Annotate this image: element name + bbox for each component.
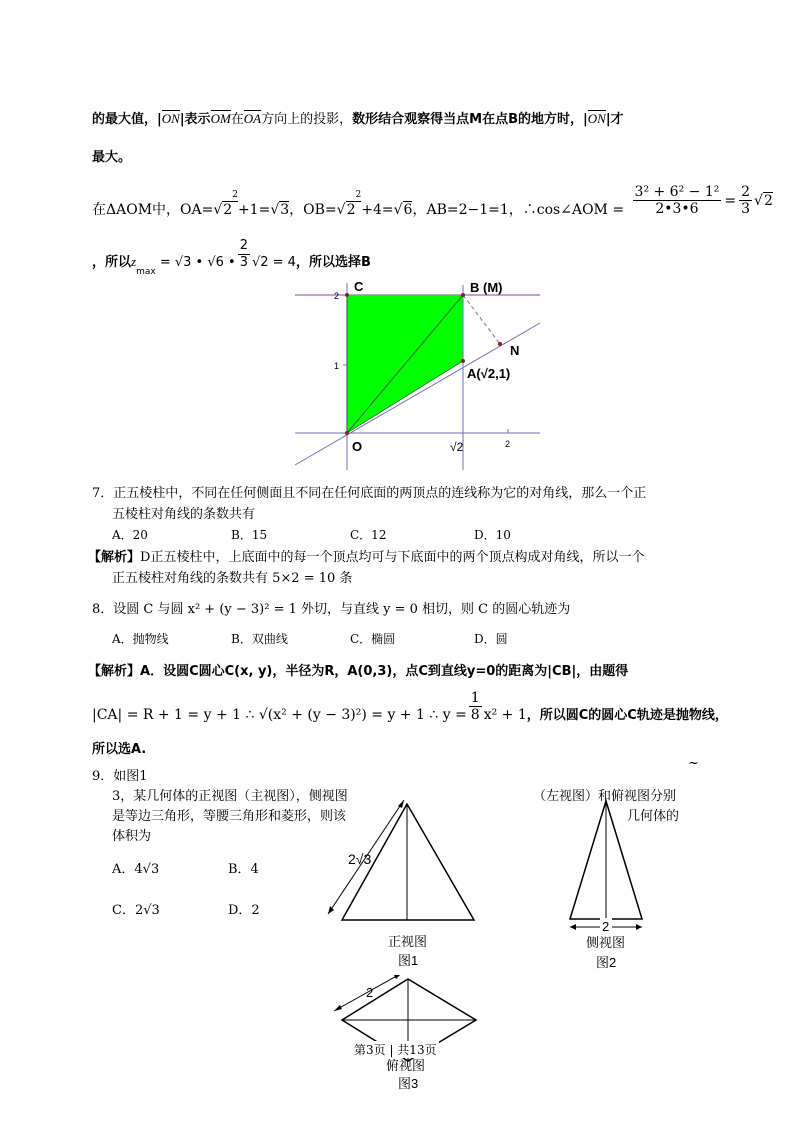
fig1-caption: 图1	[398, 953, 419, 968]
vector-oa: OA	[243, 111, 262, 126]
vector-on: ON	[161, 111, 180, 126]
label-a: A(√2,1)	[467, 366, 511, 381]
q8-stem: 8．设圆 C 与圆 x² + (y − 3)² = 1 外切，与直线 y = 0 相切，则 C 的圆心轨迹为	[92, 602, 571, 617]
point-a	[461, 359, 465, 363]
q9-option-c: C．2√3	[112, 903, 160, 918]
q8-option-a: A．抛物线	[112, 632, 169, 646]
point-n	[498, 342, 502, 346]
label-n: N	[510, 343, 520, 358]
q8-option-b: B．双曲线	[231, 632, 288, 646]
figure-1-front-view	[320, 790, 490, 980]
fig2-caption: 图2	[596, 955, 617, 970]
q9-stem-3: 是等边三角形，等腰三角形和菱形，则该	[112, 809, 347, 824]
q7-answer-2: 正五棱柱对角线的条数共有 5×2 = 10 条	[112, 571, 353, 586]
vector-on-2: ON	[587, 111, 606, 126]
tick-y-2: 2	[334, 291, 340, 301]
cos-result-fraction: $\frac{2}{3}$	[741, 184, 751, 217]
q9-option-a: A．4√3	[112, 862, 160, 877]
q8-answer-2: |CA| = R + 1 = y + 1 ∴ √(x² + (y − 3)²) = y + 1 ∴ y = $\frac{1}{8}$ x² + 1，所以圆C的圆心C轨迹是抛物线，	[92, 690, 728, 723]
fig2-length: 2	[602, 919, 610, 934]
q9-stem-1: 9．如图1	[92, 769, 148, 784]
q7-stem-2: 五棱柱对角线的条数共有	[112, 507, 256, 522]
q9-stem-4: 体积为	[112, 829, 152, 844]
text-line-4-zmax: ，所以$z_{max} = √3$ • √6 • $\frac{2}{3}$ √2 = 4，所以选择B	[92, 238, 371, 277]
q7-option-b: B．15	[231, 528, 268, 542]
point-c	[345, 293, 349, 297]
fig3-name: 俯视图	[386, 1058, 426, 1073]
q7-option-a: A．20	[112, 528, 148, 542]
page-footer: 第3页 | 共13页	[354, 1043, 437, 1057]
cos-fraction: $\frac{\text{3² + 6² − 1²}}{2•3•6}$	[634, 184, 720, 217]
q8-answer-3: 所以选A.	[92, 742, 147, 757]
label-c: C	[354, 279, 364, 294]
label-b-m: B (M)	[470, 280, 503, 295]
figure-3-top-view	[330, 975, 490, 1095]
point-b	[461, 293, 465, 297]
tick-x-2: 2	[505, 439, 511, 449]
segment-bn	[463, 295, 500, 344]
text-line-2: 最大。	[92, 150, 132, 165]
figure-2-side-view	[560, 795, 650, 975]
q7-stem-1: 7．正五棱柱中，不同在任何侧面且不同在任何底面的两顶点的连线称为它的对角线，那么一个正	[92, 486, 647, 501]
tick-x-root2: √2	[450, 440, 464, 454]
fig1-name: 正视图	[388, 934, 428, 949]
q9-stem-3-right: 几何体的	[627, 809, 680, 824]
q8-option-d: D．圆	[474, 632, 508, 646]
q9-stem-2: 3，某几何体的正视图（主视图），侧视图	[112, 789, 348, 804]
feasible-region-graph	[290, 275, 545, 475]
q7-option-c: C．12	[350, 528, 387, 542]
q8-answer-1: 【解析】A．设圆C圆心C(x, y)，半径为R，A(0,3)，点C到直线y=0的距离为|CB|，由题得	[88, 664, 629, 679]
point-o	[345, 431, 349, 435]
q9-option-b: B．4	[228, 862, 259, 877]
text-line-3-cosine: 在ΔAOM中，$OA=√2^2+1=√3$，$OB=√2^2+4=√6$，AB=2−1=1，∴cos∠AOM = $\frac{\text{3² + 6² − 1²}}{2•3•6}$ = $\frac{2}{3}$ √2	[92, 184, 773, 218]
label-o: O	[352, 439, 363, 454]
q7-answer-1: 【解析】D正五棱柱中，上底面中的每一个顶点均可与下底面中的两个顶点构成对角线，所以一个	[88, 550, 645, 565]
q8-option-c: C．椭圆	[350, 632, 396, 646]
fig1-length: 2√3	[348, 851, 372, 867]
q7-option-d: D．10	[474, 528, 511, 542]
q9-option-d: D．2	[228, 903, 260, 918]
fig3-caption: 图3	[398, 1076, 419, 1091]
q9-stem-2-right: （左视图）和俯视图分别	[533, 789, 677, 804]
vector-om: OM	[210, 111, 231, 126]
q9-tilde: ~	[688, 756, 699, 771]
text-line-1: 的最大值，|ON|表示OM在OA方向上的投影，数形结合观察得当点M在点B的地方时，|ON|才	[92, 111, 624, 127]
fig2-name: 侧视图	[586, 935, 626, 950]
fig3-length: 2	[366, 985, 374, 1000]
tick-y-1: 1	[334, 361, 340, 371]
